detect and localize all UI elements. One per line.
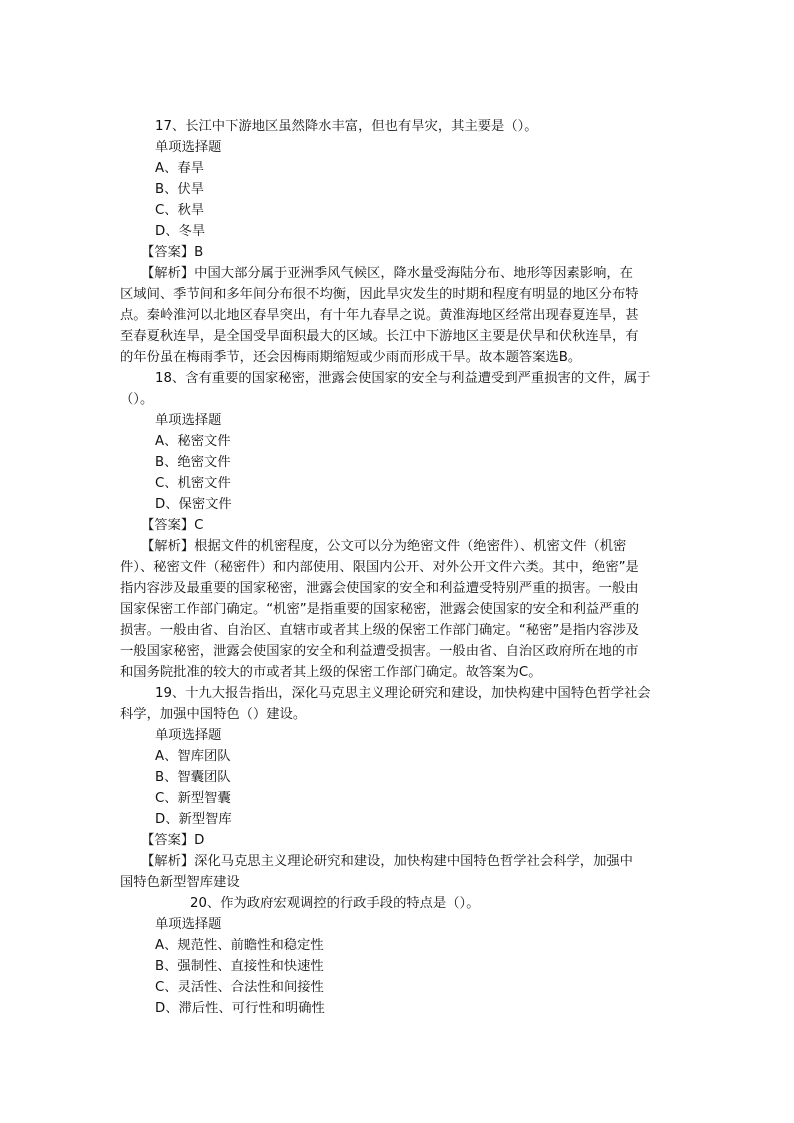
question-17-option-b: B、伏旱 (155, 182, 205, 197)
question-20-option-a: A、规范性、前瞻性和稳定性 (155, 938, 324, 953)
question-17-analysis-line: 的年份虽在梅雨季节，还会因梅雨期缩短或少雨而形成干旱。故本题答案选B。 (120, 350, 582, 365)
question-18-type: 单项选择题 (155, 413, 222, 428)
question-18-option-c: C、机密文件 (155, 476, 231, 491)
question-20-option-b: B、强制性、直接性和快速性 (155, 959, 324, 974)
question-19-analysis-line: 【解析】深化马克思主义理论研究和建设，加快构建中国特色哲学社会科学，加强中 (141, 854, 633, 869)
question-17-stem: 17、长江中下游地区虽然降水丰富，但也有旱灾，其主要是（）。 (155, 119, 538, 134)
question-19-option-a: A、智库团队 (155, 749, 231, 764)
question-17-option-d: D、冬旱 (155, 224, 206, 239)
question-19-analysis-line: 国特色新型智库建设 (120, 875, 240, 890)
question-18-answer: 【答案】C (141, 518, 204, 533)
question-18-analysis-line: 损害。一般由省、自治区、直辖市或者其上级的保密工作部门确定。“秘密”是指内容涉及 (120, 623, 640, 638)
question-20-type: 单项选择题 (155, 917, 222, 932)
question-18-analysis-line: 和国务院批准的较大的市或者其上级的保密工作部门确定。故答案为C。 (120, 665, 542, 680)
question-19-option-c: C、新型智囊 (155, 791, 231, 806)
question-19-type: 单项选择题 (155, 728, 222, 743)
question-18-option-a: A、秘密文件 (155, 434, 231, 449)
question-18-stem-cont: （）。 (120, 392, 154, 407)
question-17-option-c: C、秋旱 (155, 203, 205, 218)
question-17-analysis-line: 至春夏秋连旱，是全国受旱面积最大的区域。长江中下游地区主要是伏旱和伏秋连旱，有 (120, 329, 639, 344)
question-19-answer: 【答案】D (141, 833, 205, 848)
question-17-analysis-line: 点。秦岭淮河以北地区春旱突出，有十年九春旱之说。黄淮海地区经常出现春夏连旱，甚 (120, 308, 639, 323)
question-17-option-a: A、春旱 (155, 161, 204, 176)
question-18-analysis-line: 件）、秘密文件（秘密件）和内部使用、限国内公开、对外公开文件六类。其中，绝密”是 (120, 560, 639, 575)
question-19-option-d: D、新型智库 (155, 812, 232, 827)
question-19-stem-cont: 科学，加强中国特色（）建设。 (120, 707, 307, 722)
question-17-answer: 【答案】B (141, 245, 204, 260)
question-18-analysis-line: 一般国家秘密，泄露会使国家的安全和利益遭受损害。一般由省、自治区政府所在地的市 (120, 644, 639, 659)
question-18-option-d: D、保密文件 (155, 497, 232, 512)
question-18-stem: 18、含有重要的国家秘密，泄露会使国家的安全与利益遭受到严重损害的文件，属于 (155, 371, 651, 386)
question-18-analysis-line: 国家保密工作部门确定。“机密”是指重要的国家秘密，泄露会使国家的安全和利益严重的 (120, 602, 640, 617)
question-17-analysis-line: 【解析】中国大部分属于亚洲季风气候区，降水量受海陆分布、地形等因素影响，在 (141, 266, 633, 281)
question-17-type: 单项选择题 (155, 140, 222, 155)
question-19-option-b: B、智囊团队 (155, 770, 231, 785)
question-18-analysis-line: 指内容涉及最重要的国家秘密，泄露会使国家的安全和利益遭受特别严重的损害。一般由 (120, 581, 639, 596)
question-20-stem: 20、作为政府宏观调控的行政手段的特点是（）。 (190, 896, 480, 911)
question-17-analysis-line: 区域间、季节间和多年间分布很不均衡，因此旱灾发生的时期和程度有明显的地区分布特 (120, 287, 639, 302)
question-18-analysis-line: 【解析】根据文件的机密程度，公文可以分为绝密文件（绝密件）、机密文件（机密 (141, 539, 627, 554)
question-18-option-b: B、绝密文件 (155, 455, 231, 470)
question-20-option-d: D、滞后性、可行性和明确性 (155, 1001, 325, 1016)
question-19-stem: 19、十九大报告指出，深化马克思主义理论研究和建设，加快构建中国特色哲学社会 (155, 686, 651, 701)
question-20-option-c: C、灵活性、合法性和间接性 (155, 980, 324, 995)
